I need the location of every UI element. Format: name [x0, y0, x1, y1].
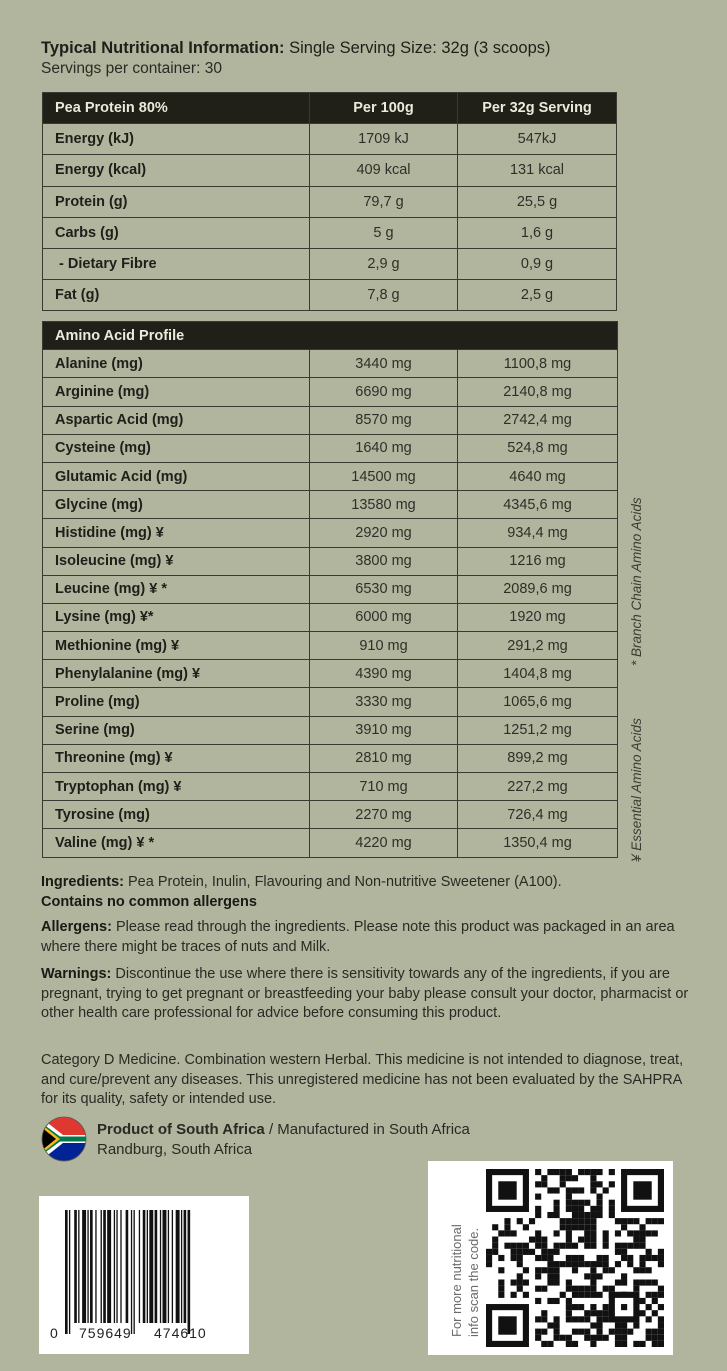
nutrient-name: Energy (kcal) — [43, 155, 310, 186]
warnings-label: Warnings: — [41, 966, 112, 982]
amino-acid-row — [43, 716, 618, 744]
value-per-serving: 4345,6 mg — [458, 491, 618, 519]
nutrient-name: Glycine (mg) — [43, 491, 310, 519]
value-per-100g: 1709 kJ — [310, 124, 458, 155]
nutrient-name: Protein (g) — [43, 186, 310, 217]
amino-acid-title: Amino Acid Profile — [43, 322, 618, 350]
nutrient-name: Cysteine (mg) — [43, 434, 310, 462]
warnings-section — [41, 965, 691, 1024]
serving-size: Single Serving Size: 32g (3 scoops) — [289, 39, 551, 57]
qr-caption-line2: info scan the code. — [466, 1227, 481, 1337]
column-header-product: Pea Protein 80% — [43, 93, 310, 124]
nutrition-header — [41, 37, 681, 79]
amino-acid-row — [43, 434, 618, 462]
nutrient-name: Leucine (mg) ¥ * — [43, 575, 310, 603]
value-per-serving: 2089,6 mg — [458, 575, 618, 603]
value-per-100g: 2810 mg — [310, 744, 458, 772]
nutrient-name: Glutamic Acid (mg) — [43, 462, 310, 490]
value-per-serving: 2,5 g — [458, 280, 617, 311]
value-per-serving: 934,4 mg — [458, 519, 618, 547]
value-per-serving: 1216 mg — [458, 547, 618, 575]
servings-per-container: Servings per container: 30 — [41, 60, 222, 77]
value-per-serving: 2140,8 mg — [458, 378, 618, 406]
nutrition-row — [43, 217, 617, 248]
amino-acid-row — [43, 547, 618, 575]
barcode-digit-first: 0 — [50, 1325, 58, 1341]
amino-acid-row — [43, 603, 618, 631]
value-per-serving: 1065,6 mg — [458, 688, 618, 716]
amino-acid-row — [43, 773, 618, 801]
amino-acid-row — [43, 378, 618, 406]
nutrient-name: Fat (g) — [43, 280, 310, 311]
value-per-serving: 227,2 mg — [458, 773, 618, 801]
amino-acid-row — [43, 801, 618, 829]
amino-legend — [627, 466, 653, 862]
amino-acid-row — [43, 632, 618, 660]
value-per-serving: 1404,8 mg — [458, 660, 618, 688]
amino-acid-row — [43, 744, 618, 772]
barcode-digits-left: 759649 — [79, 1325, 132, 1341]
barcode-bars — [39, 1196, 249, 1354]
amino-acid-row — [43, 519, 618, 547]
value-per-serving: 726,4 mg — [458, 801, 618, 829]
value-per-serving: 1,6 g — [458, 217, 617, 248]
value-per-serving: 1920 mg — [458, 603, 618, 631]
column-header-per-100g: Per 100g — [310, 93, 458, 124]
nutrient-name: - Dietary Fibre — [43, 248, 310, 279]
qr-code-icon[interactable] — [486, 1169, 664, 1347]
value-per-100g: 2,9 g — [310, 248, 458, 279]
amino-acid-row — [43, 350, 618, 378]
nutrient-name: Aspartic Acid (mg) — [43, 406, 310, 434]
nutrition-row — [43, 280, 617, 311]
nutrient-name: Histidine (mg) ¥ — [43, 519, 310, 547]
manufactured-in: / Manufactured in South Africa — [264, 1121, 470, 1138]
value-per-100g: 13580 mg — [310, 491, 458, 519]
value-per-serving: 547kJ — [458, 124, 617, 155]
nutrient-name: Lysine (mg) ¥* — [43, 603, 310, 631]
value-per-serving: 131 kcal — [458, 155, 617, 186]
barcode — [39, 1196, 249, 1354]
ingredients-text: Pea Protein, Inulin, Flavouring and Non-nutritive Sweetener (A100). — [128, 874, 562, 890]
value-per-100g: 5 g — [310, 217, 458, 248]
nutrient-name: Energy (kJ) — [43, 124, 310, 155]
qr-caption — [448, 1224, 482, 1337]
value-per-100g: 710 mg — [310, 773, 458, 801]
nutrient-name: Tyrosine (mg) — [43, 801, 310, 829]
qr-panel — [428, 1161, 673, 1355]
origin-city: Randburg, South Africa — [97, 1141, 253, 1158]
nutrition-title: Typical Nutritional Information: — [41, 39, 285, 57]
nutrient-name: Carbs (g) — [43, 217, 310, 248]
nutrient-name: Serine (mg) — [43, 716, 310, 744]
value-per-serving: 2742,4 mg — [458, 406, 618, 434]
origin-text — [97, 1120, 470, 1160]
category-section: Category D Medicine. Combination western Herbal. This medicine is not intended to diagnose, treat, and cure/prevent any diseases. This unregistered medicine has not been evaluated by the SAHPRA for its quality, safety or intended use. — [41, 1052, 684, 1107]
value-per-100g: 14500 mg — [310, 462, 458, 490]
value-per-100g: 6690 mg — [310, 378, 458, 406]
value-per-100g: 3330 mg — [310, 688, 458, 716]
nutrient-name: Threonine (mg) ¥ — [43, 744, 310, 772]
value-per-serving: 0,9 g — [458, 248, 617, 279]
product-origin — [41, 1116, 561, 1164]
ingredients-section — [41, 873, 691, 912]
value-per-100g: 3800 mg — [310, 547, 458, 575]
amino-acid-row — [43, 491, 618, 519]
value-per-100g: 6000 mg — [310, 603, 458, 631]
ingredients-label: Ingredients: — [41, 874, 124, 890]
value-per-100g: 4390 mg — [310, 660, 458, 688]
amino-header-row — [43, 322, 618, 350]
value-per-100g: 3440 mg — [310, 350, 458, 378]
amino-acid-table — [42, 321, 618, 858]
nutrient-name: Isoleucine (mg) ¥ — [43, 547, 310, 575]
value-per-serving: 899,2 mg — [458, 744, 618, 772]
product-of-label: Product of South Africa — [97, 1121, 265, 1138]
nutrient-name: Proline (mg) — [43, 688, 310, 716]
value-per-serving: 1100,8 mg — [458, 350, 618, 378]
amino-acid-row — [43, 462, 618, 490]
value-per-100g: 3910 mg — [310, 716, 458, 744]
nutrition-header-row — [43, 93, 617, 124]
value-per-serving: 25,5 g — [458, 186, 617, 217]
amino-acid-row — [43, 575, 618, 603]
column-header-per-serving: Per 32g Serving — [458, 93, 617, 124]
allergens-section — [41, 918, 691, 957]
value-per-100g: 8570 mg — [310, 406, 458, 434]
amino-acid-row — [43, 406, 618, 434]
nutrient-name: Methionine (mg) ¥ — [43, 632, 310, 660]
warnings-text: Discontinue the use where there is sensitivity towards any of the ingredients, if you are pregnant, trying to get pregnant or breastfeeding your baby please consult your doctor, pharmacist or other health care professional for advice before consuming this product. — [41, 966, 689, 1021]
value-per-100g: 4220 mg — [310, 829, 458, 857]
allergens-label: Allergens: — [41, 919, 112, 935]
nutrition-row — [43, 248, 617, 279]
nutrition-row — [43, 124, 617, 155]
amino-acid-row — [43, 660, 618, 688]
amino-acid-row — [43, 688, 618, 716]
value-per-100g: 1640 mg — [310, 434, 458, 462]
serving-line — [41, 37, 681, 59]
value-per-100g: 6530 mg — [310, 575, 458, 603]
value-per-serving: 4640 mg — [458, 462, 618, 490]
value-per-serving: 1350,4 mg — [458, 829, 618, 857]
value-per-100g: 79,7 g — [310, 186, 458, 217]
value-per-100g: 7,8 g — [310, 280, 458, 311]
south-africa-flag-icon — [41, 1116, 87, 1162]
nutrition-row — [43, 186, 617, 217]
allergens-text: Please read through the ingredients. Please note this product was packaged in an area where there might be traces of nuts and Milk. — [41, 919, 675, 955]
value-per-serving: 1251,2 mg — [458, 716, 618, 744]
nutrient-name: Alanine (mg) — [43, 350, 310, 378]
nutrition-table — [42, 92, 617, 311]
nutrient-name: Tryptophan (mg) ¥ — [43, 773, 310, 801]
nutrition-row — [43, 155, 617, 186]
nutrient-name: Phenylalanine (mg) ¥ — [43, 660, 310, 688]
value-per-100g: 910 mg — [310, 632, 458, 660]
qr-caption-line1: For more nutritional — [449, 1224, 464, 1337]
value-per-serving: 291,2 mg — [458, 632, 618, 660]
barcode-digits-right: 474610 — [154, 1325, 207, 1341]
value-per-serving: 524,8 mg — [458, 434, 618, 462]
value-per-100g: 2270 mg — [310, 801, 458, 829]
value-per-100g: 409 kcal — [310, 155, 458, 186]
allergen-free-note: Contains no common allergens — [41, 893, 257, 910]
nutrient-name: Valine (mg) ¥ * — [43, 829, 310, 857]
value-per-100g: 2920 mg — [310, 519, 458, 547]
amino-acid-row — [43, 829, 618, 857]
essential-amino-note: ¥ Essential Amino Acids — [629, 718, 644, 862]
nutrient-name: Arginine (mg) — [43, 378, 310, 406]
branch-chain-note: * Branch Chain Amino Acids — [629, 497, 644, 666]
